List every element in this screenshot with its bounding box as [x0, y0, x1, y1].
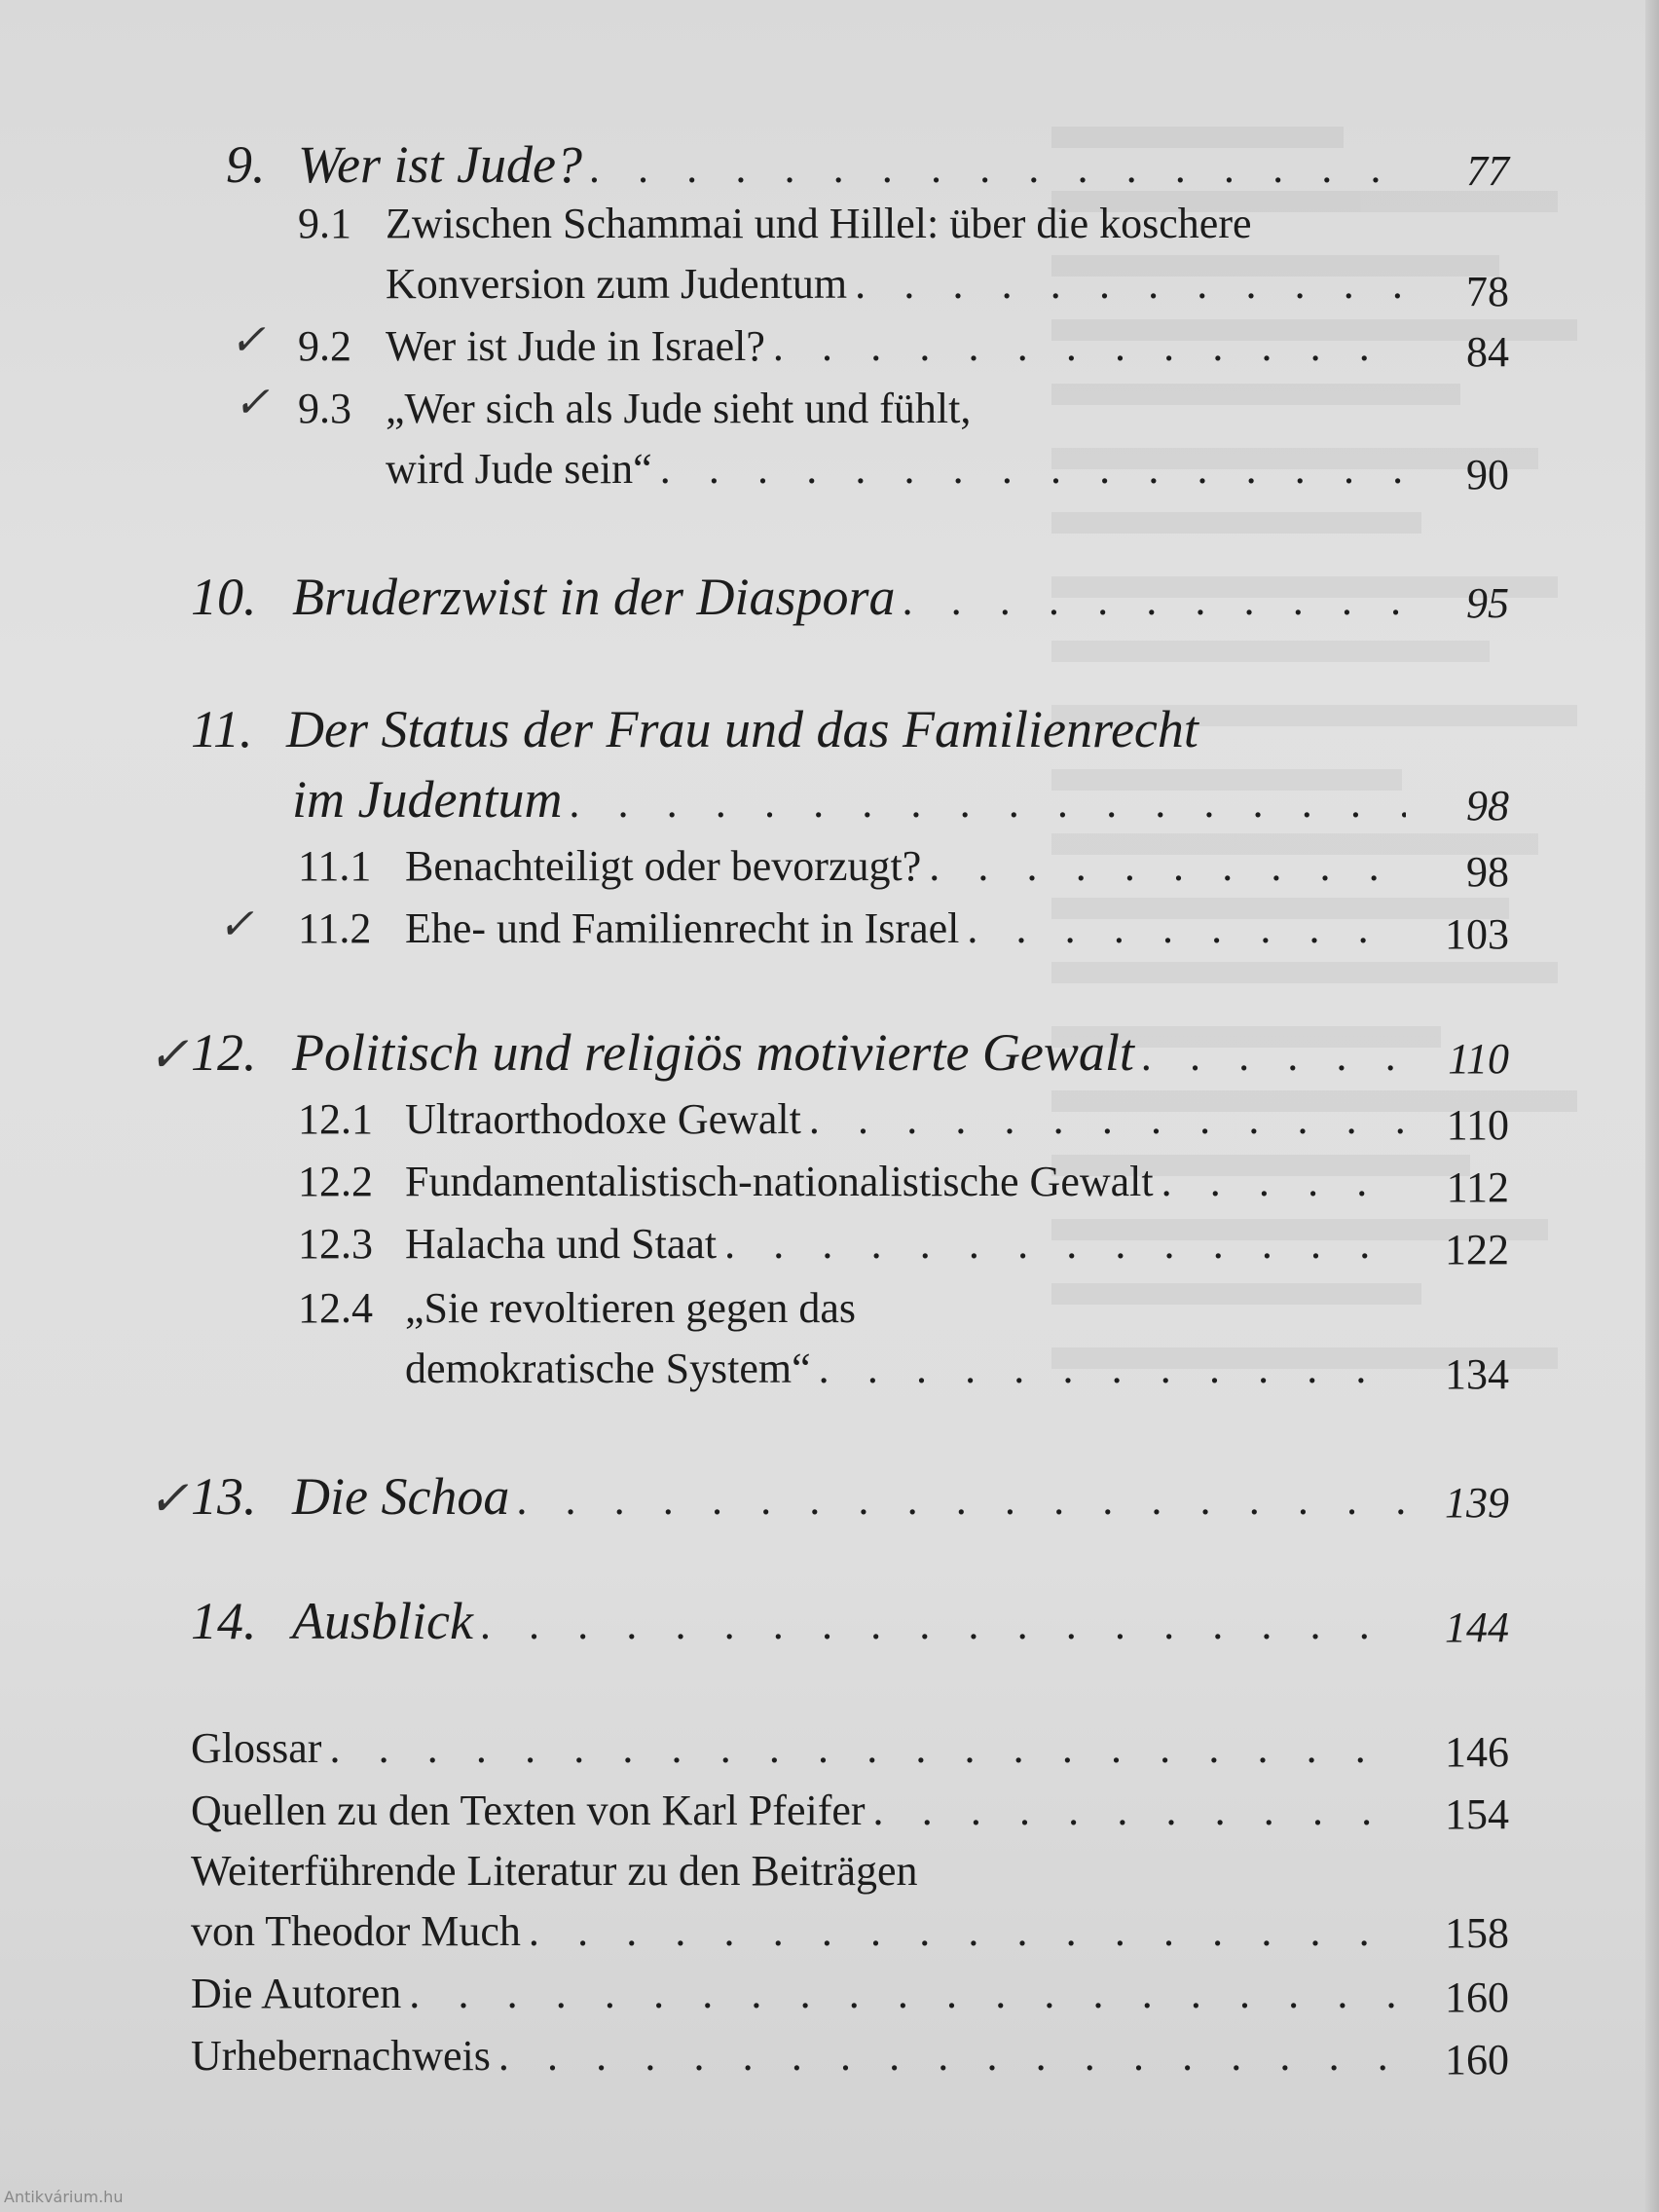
toc-section-12-2[interactable]: [0, 1157, 1659, 1219]
section-number: 9.3: [298, 385, 351, 432]
page-number: 139: [1445, 1479, 1509, 1527]
chapter-title-line-1: Der Status der Frau und das Familienrecht: [286, 700, 1198, 758]
chapter-title: Politisch und religiös motivierte Gewalt: [292, 1023, 1134, 1082]
section-number: 11.2: [298, 904, 372, 952]
leader-dots: [724, 1219, 1406, 1269]
page-number: 110: [1448, 1035, 1509, 1083]
toc-section-12-1[interactable]: [0, 1094, 1659, 1157]
page-number: 77: [1466, 147, 1509, 195]
leader-dots: [809, 1094, 1406, 1144]
check-mark-icon: ✓: [148, 1471, 189, 1526]
entry-title: Quellen zu den Texten von Karl Pfeifer: [191, 1787, 866, 1834]
page-number: 160: [1445, 2036, 1509, 2083]
page-number: 78: [1466, 268, 1509, 315]
section-number: 12.4: [298, 1284, 373, 1332]
toc-chapter-10[interactable]: [0, 567, 1659, 629]
section-title-line-2: Konversion zum Judentum: [386, 260, 848, 308]
leader-dots: [329, 1723, 1406, 1773]
leader-dots: [517, 1475, 1406, 1525]
leader-dots: [855, 259, 1406, 309]
page-number: 84: [1466, 328, 1509, 376]
page-number: 90: [1466, 451, 1509, 498]
entry-title: Die Autoren: [191, 1970, 402, 2017]
toc-literatur[interactable]: [0, 1846, 1659, 1971]
watermark: Antikvárium.hu: [4, 2188, 124, 2206]
check-mark-icon: ✓: [230, 316, 266, 364]
chapter-number: 11.: [191, 700, 253, 758]
entry-title-line-1: Weiterführende Literatur zu den Beiträgen: [191, 1847, 918, 1895]
section-title-line-1: „Wer sich als Jude sieht und fühlt,: [386, 385, 972, 432]
leader-dots: [498, 2031, 1406, 2081]
chapter-title: Ausblick: [292, 1592, 473, 1650]
leader-dots: [819, 1344, 1406, 1393]
toc-urheber[interactable]: [0, 2031, 1659, 2093]
leader-dots: [570, 778, 1406, 828]
section-number: 9.2: [298, 322, 351, 370]
leader-dots: [1161, 1157, 1406, 1206]
leader-dots: [773, 321, 1406, 371]
page-number: 154: [1445, 1790, 1509, 1838]
entry-title: Glossar: [191, 1724, 322, 1772]
chapter-title: Bruderzwist in der Diaspora: [292, 568, 896, 626]
section-title: Halacha und Staat: [405, 1220, 718, 1268]
leader-dots: [903, 575, 1406, 625]
toc-section-11-2[interactable]: [0, 903, 1659, 966]
entry-title-line-2: von Theodor Much: [191, 1907, 521, 1955]
toc-glossar[interactable]: [0, 1723, 1659, 1786]
leader-dots: [481, 1600, 1406, 1649]
section-number: 12.1: [298, 1095, 373, 1143]
section-title: Ultraorthodoxe Gewalt: [405, 1095, 801, 1143]
chapter-title: Wer ist Jude?: [298, 135, 582, 194]
toc-quellen[interactable]: [0, 1786, 1659, 1848]
section-number: 12.2: [298, 1158, 373, 1205]
leader-dots: [967, 903, 1406, 953]
chapter-number: 14.: [191, 1592, 257, 1650]
toc-chapter-13[interactable]: [0, 1466, 1659, 1529]
toc-section-9-2[interactable]: [0, 316, 1659, 384]
section-title: Ehe- und Familienrecht in Israel: [405, 904, 960, 952]
section-title-line-1: „Sie revoltieren gegen das: [405, 1284, 857, 1332]
toc-autoren[interactable]: [0, 1969, 1659, 2031]
toc-section-12-3[interactable]: [0, 1219, 1659, 1281]
chapter-number: 12.: [191, 1023, 257, 1082]
page-number: 160: [1445, 1973, 1509, 2021]
toc-section-9-3[interactable]: [0, 379, 1659, 508]
page-number: 158: [1445, 1909, 1509, 1957]
chapter-number: 13.: [191, 1467, 257, 1526]
chapter-number: 10.: [191, 568, 257, 626]
section-number: 11.1: [298, 842, 372, 890]
toc-chapter-11[interactable]: [0, 699, 1659, 831]
page-number: 144: [1445, 1604, 1509, 1651]
check-mark-icon: ✓: [234, 379, 270, 426]
page-number: 122: [1445, 1226, 1509, 1273]
leader-dots: [1142, 1031, 1406, 1081]
section-title: Wer ist Jude in Israel?: [386, 322, 765, 370]
page-number: 98: [1466, 848, 1509, 896]
leader-dots: [929, 841, 1406, 891]
section-title: Fundamentalistisch-nationalistische Gewalt: [405, 1158, 1154, 1205]
leader-dots: [590, 143, 1406, 193]
toc-section-9-1[interactable]: [0, 199, 1659, 323]
check-mark-icon: ✓: [218, 901, 254, 948]
section-title-line-2: demokratische System“: [405, 1345, 811, 1392]
check-mark-icon: ✓: [148, 1027, 189, 1082]
section-title-line-1: Zwischen Schammai und Hillel: über die koschere: [386, 200, 1252, 247]
toc-section-11-1[interactable]: [0, 841, 1659, 903]
section-number: 12.3: [298, 1220, 373, 1268]
page-number: 103: [1445, 910, 1509, 958]
leader-dots: [529, 1906, 1406, 1956]
page-number: 110: [1446, 1101, 1509, 1149]
section-title-line-2: wird Jude sein“: [386, 445, 652, 493]
chapter-title: Die Schoa: [292, 1467, 510, 1526]
leader-dots: [409, 1969, 1406, 2018]
toc-chapter-12[interactable]: [0, 1022, 1659, 1085]
toc-chapter-9[interactable]: [0, 134, 1659, 197]
page-number: 98: [1466, 782, 1509, 830]
section-title: Benachteiligt oder bevorzugt?: [405, 842, 922, 890]
page-number: 112: [1446, 1163, 1509, 1211]
leader-dots: [660, 444, 1406, 494]
page-number: 134: [1445, 1350, 1509, 1398]
page-number: 95: [1466, 579, 1509, 627]
toc-chapter-14[interactable]: [0, 1591, 1659, 1653]
chapter-title-line-2: im Judentum: [292, 770, 563, 829]
leader-dots: [873, 1786, 1406, 1835]
chapter-number: 9.: [226, 135, 266, 194]
toc-section-12-4[interactable]: [0, 1283, 1659, 1408]
section-number: 9.1: [298, 200, 351, 247]
entry-title: Urhebernachweis: [191, 2032, 491, 2080]
page-number: 146: [1445, 1728, 1509, 1776]
